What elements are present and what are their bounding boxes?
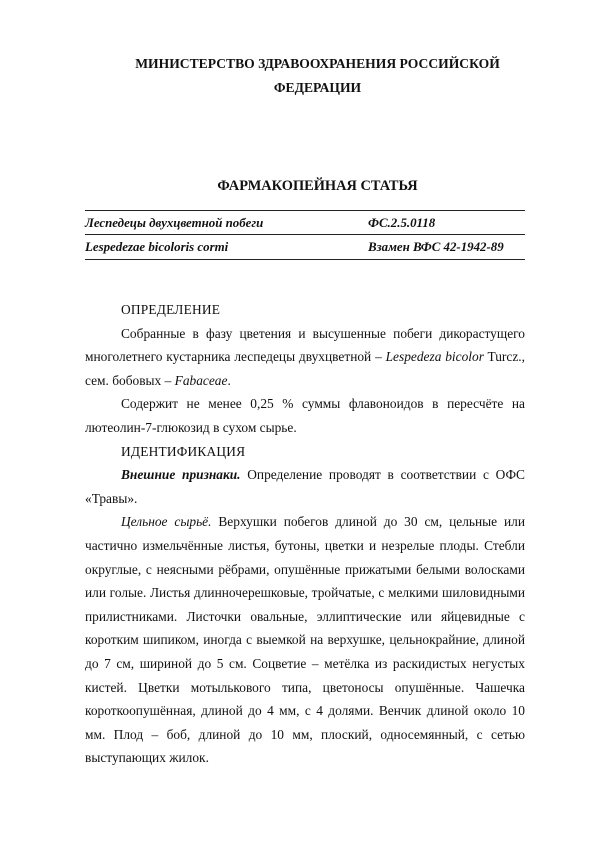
paragraph-external-signs <box>85 463 525 510</box>
table-middle-rule <box>85 234 525 235</box>
paragraph-definition <box>85 322 525 393</box>
text-run: Fabaceae <box>174 372 228 388</box>
text-run: Верхушки побегов длиной до 30 см, цельные или частично измельчённые листья, бутоны, цветки и незрелые плоды. Стебли округлые, с неясными рёбрами, опушённые прижатыми белыми волосками или голые. Листья длинночерешковые, тройчатые, с мелкими шиловидными прилистниками. Листочки овальные, эллиптические или яйцевидные с коротким шипиком, иногда с выемкой на верхушке, цельнокрайние, длиной до 7 см, шириной до 5 см. Соцветие – метёлка из раскидистых негустых кистей. Цветки мотылькового типа, цветоносы опушённые. Чашечка короткоопушённая, длиной до 4 мм, с 4 долями. Венчик длиной около 10 мм. Плод – боб, длиной до 10 мм, плоский, односемянный, с сетью выступающих жилок. <box>85 514 525 766</box>
heading-text: ОПРЕДЕЛЕНИЕ <box>121 302 221 317</box>
monograph-body <box>85 298 525 770</box>
text-run: . <box>227 372 231 388</box>
replaces-note: Взамен ВФС 42-1942-89 <box>368 240 504 254</box>
latin-name: Lespedezae bicoloris cormi <box>85 240 229 254</box>
text-run: Собранные в фазу цветения и высушенные побеги дикорастущего многолетнего кустарника леспедецы двухцветной – <box>85 325 525 365</box>
section-heading-identification <box>85 440 525 464</box>
monograph-code: ФС.2.5.0118 <box>368 216 436 230</box>
text-run: Цельное сырьё. <box>121 514 212 530</box>
ministry-header-line-1: МИНИСТЕРСТВО ЗДРАВООХРАНЕНИЯ РОССИЙСКОЙ <box>135 56 500 71</box>
text-run: Turcz., сем. бобовых – <box>85 349 525 388</box>
text-run: Определение проводят в соответствии с ОФС «Травы». <box>85 467 525 506</box>
text-run: Внешние признаки. <box>121 467 241 483</box>
document-type-title: ФАРМАКОПЕЙНАЯ СТАТЬЯ <box>217 178 418 194</box>
heading-text: ИДЕНТИФИКАЦИЯ <box>121 443 246 459</box>
table-bottom-rule <box>85 259 525 260</box>
ministry-header-line-2: ФЕДЕРАЦИИ <box>273 80 362 95</box>
paragraph-content <box>85 392 525 439</box>
section-heading-definition <box>85 298 525 322</box>
text-run: Содержит не менее 0,25 % суммы флавоноидов в пересчёте на лютеолин-7-глюкозид в сухом сырье. <box>85 396 525 435</box>
table-top-rule <box>85 210 525 211</box>
russian-name: Леспедецы двухцветной побеги <box>85 216 264 230</box>
paragraph-whole-raw-material <box>85 510 525 770</box>
text-run: Lespedeza bicolor <box>385 349 484 365</box>
